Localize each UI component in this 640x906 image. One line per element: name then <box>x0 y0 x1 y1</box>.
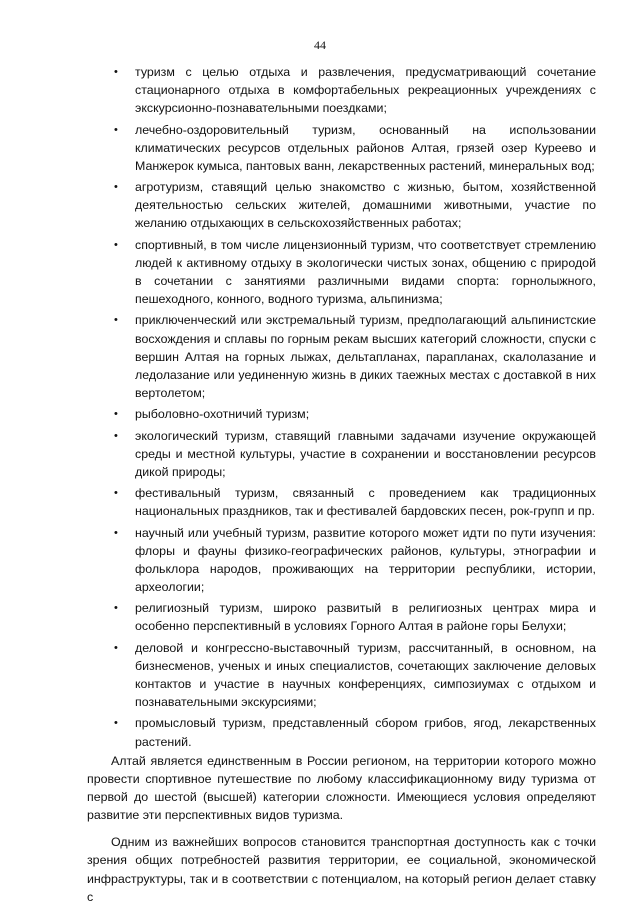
list-item-text: религиозный туризм, широко развитый в религиозных центрах мира и особенно перспективный в условиях Горного Алтая в районе горы Белухи; <box>135 601 596 634</box>
bullet-icon: • <box>114 717 118 730</box>
list-item <box>87 484 596 520</box>
list-item-text: приключенческий или экстремальный туризм, предполагающий альпинистские восхождения и сплавы по горным рекам высших категорий сложности, спуски с вершин Алтая на горных лыжах, дельтапланах, парапланах, скалолазание и ледолазание или уединенную жизнь в диких таежных местах с доставкой в них вертолетом; <box>135 313 596 400</box>
list-item-text: промысловый туризм, представленный сбором грибов, ягод, лекарственных растений. <box>135 716 596 749</box>
list-item-text: спортивный, в том числе лицензионный туризм, что соответствует стремлению людей к активному отдыху в экологически чистых зонах, общению с природой в сочетании с занятиями различными видами спорта: горнолыжного, пешеходного, конного, водного туризма, альпинизма; <box>135 237 596 307</box>
bullet-icon: • <box>114 181 118 194</box>
bullet-icon: • <box>114 408 118 421</box>
list-item <box>87 405 596 423</box>
paragraph-altai-sport-tourism: Алтай является единственным в России регионом, на территории которого можно провести спортивное путешествие по любому классификационному виду туризма от первой до шестой (высшей) категории сложности. Имеющиеся условия определяют развитие эти перспективных видов туризма. <box>87 753 596 823</box>
bullet-icon: • <box>114 429 118 442</box>
list-item <box>87 311 596 401</box>
list-item <box>87 639 596 711</box>
list-item <box>87 714 596 750</box>
tourism-types-list <box>87 63 596 751</box>
bullet-icon: • <box>114 641 118 654</box>
bullet-icon: • <box>114 123 118 136</box>
list-item <box>87 524 596 596</box>
bullet-icon: • <box>114 238 118 251</box>
list-item-text: фестивальный туризм, связанный с проведением как традиционных национальных праздников, так и фестивалей бардовских песен, рок-групп и пр. <box>135 486 596 519</box>
bullet-icon: • <box>114 314 118 327</box>
list-item <box>87 236 596 308</box>
list-item-text: рыболовно-охотничий туризм; <box>135 407 310 422</box>
list-item-text: научный или учебный туризм, развитие которого может идти по пути изучения: флоры и фауны физико-географических районов, культуры, этнографии и фольклора народов, проживающих на территории республики, истории, археологии; <box>135 525 596 594</box>
list-item <box>87 427 596 481</box>
list-item <box>87 599 596 635</box>
bullet-icon: • <box>114 66 118 78</box>
list-item-text: лечебно-оздоровительный туризм, основанный на использовании климатических ресурсов отдельных районов Алтая, грязей озер Куреево и Манжерок кумыса, пантовых ванн, лекарственных растений, минеральных вод; <box>135 122 596 173</box>
bullet-icon: • <box>114 602 118 615</box>
bullet-icon: • <box>114 487 118 500</box>
page-number: 44 <box>314 38 326 52</box>
list-item <box>87 121 596 175</box>
list-item-text: экологический туризм, ставящий главными задачами изучение окружающей среды и местной культуры, участие в сохранении и восстановлении ресурсов дикой природы; <box>135 428 596 479</box>
page-body <box>87 63 596 906</box>
list-item <box>87 63 596 117</box>
paragraph-transport-accessibility: Одним из важнейших вопросов становится транспортная доступность как с точки зрения общих потребностей развития территории, ее социальной, экономической инфраструктуры, так и в соответствии с потенциалом, на который регион делает ставку с <box>87 835 596 904</box>
list-item-text: туризм с целью отдыха и развлечения, предусматривающий сочетание стационарного отдыха в комфортабельных рекреационных учреждениях с экскурсионно-познавательными поездками; <box>135 65 596 116</box>
bullet-icon: • <box>114 526 118 539</box>
list-item <box>87 178 596 232</box>
list-item-text: деловой и конгрессно-выставочный туризм, рассчитанный, в основном, на бизнесменов, ученых и иных специалистов, сочетающих заключение деловых контактов и участие в научных конференциях, симпозиумах с отдыхом и познавательными экскурсиями; <box>135 640 596 710</box>
list-item-text: агротуризм, ставящий целью знакомство с жизнью, бытом, хозяйственной деятельностью сельских жителей, домашними животными, участие по желанию отдыхающих в сельскохозяйственных работах; <box>135 180 596 231</box>
